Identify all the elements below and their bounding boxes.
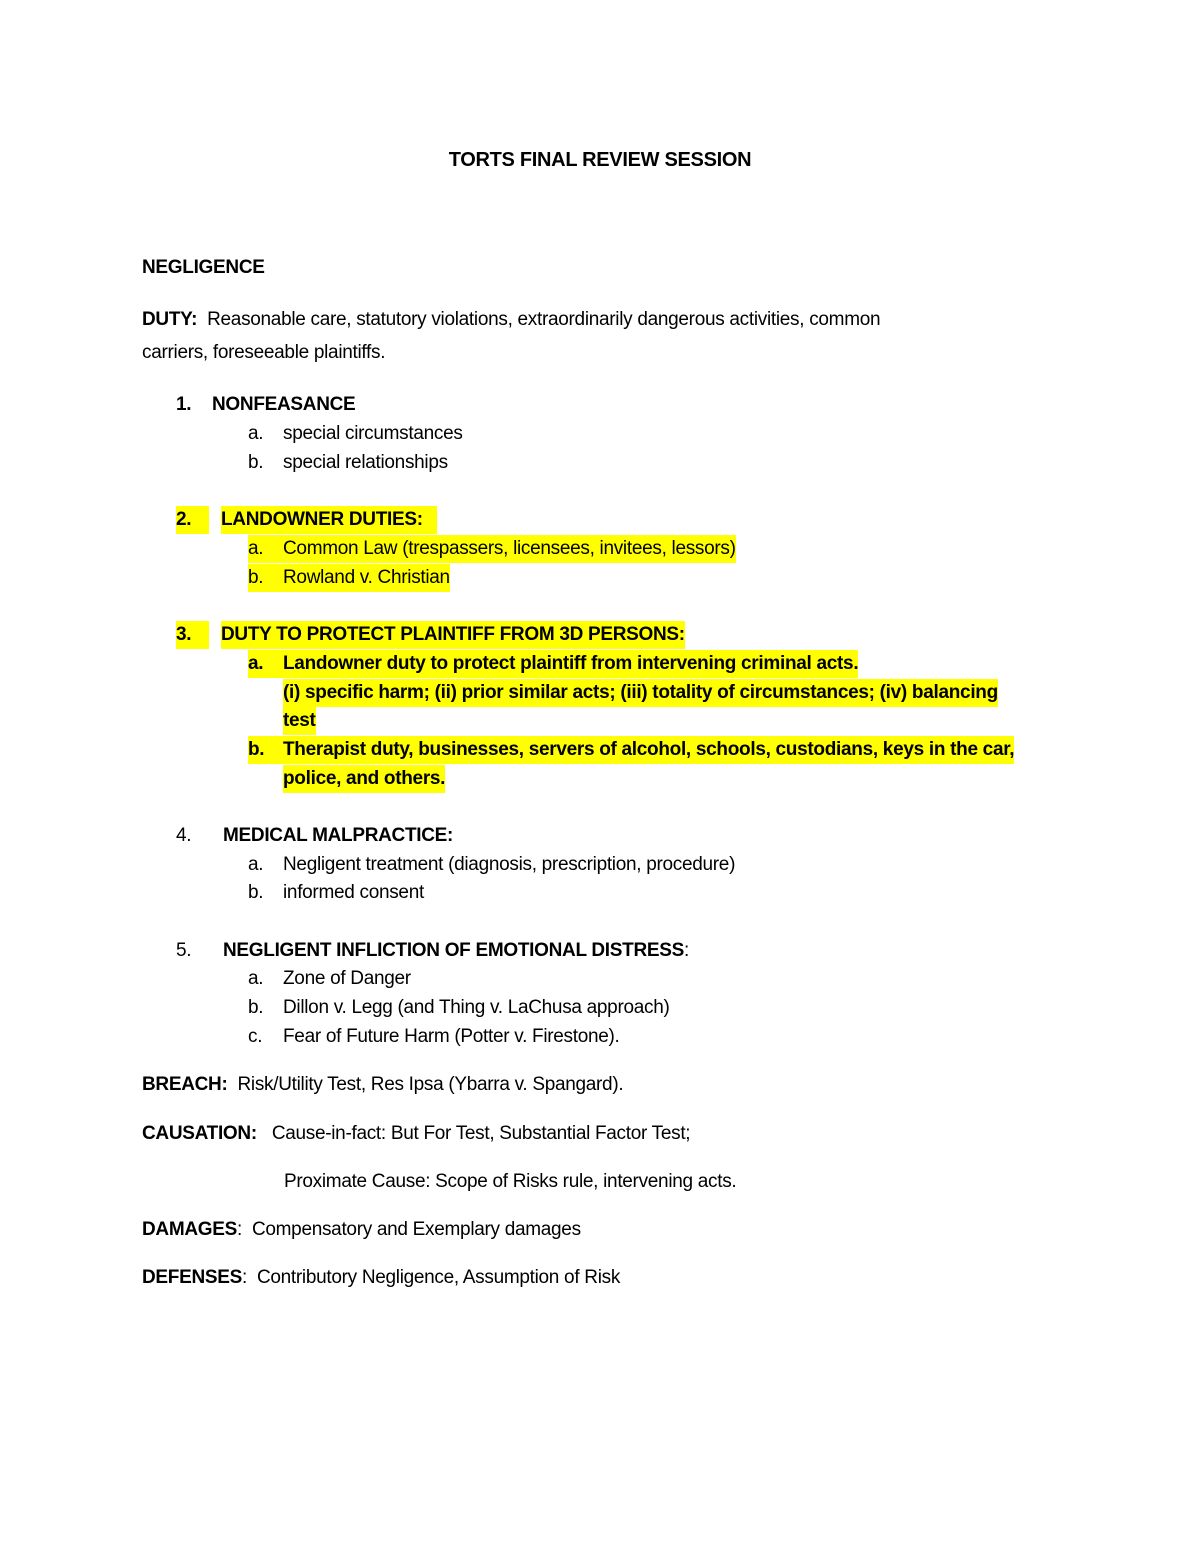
list-item-2a — [248, 535, 736, 563]
list-item-3b-text: Therapist duty, businesses, servers of alcohol, schools, custodians, keys in the car, — [283, 739, 1015, 760]
list-item-5c-letter: c. — [248, 1026, 263, 1047]
list-item-2b-text: Rowland v. Christian — [283, 567, 450, 588]
list-item-4b-text: informed consent — [283, 882, 424, 903]
list-item-3b — [248, 736, 1014, 764]
list-item-1-heading: NONFEASANCE — [212, 394, 356, 415]
list-item-3b-cont1: police, and others. — [283, 765, 445, 793]
list-item-1a-letter: a. — [248, 423, 264, 444]
list-item-4-number: 4. — [176, 825, 192, 846]
list-item-3a-cont1: (i) specific harm; (ii) prior similar acts; (iii) totality of circumstances; (iv) balancing — [283, 679, 998, 707]
list-item-3b-letter: b. — [248, 739, 265, 760]
damages-label: DAMAGES — [142, 1219, 238, 1240]
breach-label: BREACH: — [142, 1074, 228, 1095]
damages-paragraph — [142, 1216, 581, 1244]
defenses-text: Contributory Negligence, Assumption of Risk — [256, 1267, 621, 1288]
list-item-1b-letter: b. — [248, 452, 264, 473]
list-item-5-heading-line — [223, 937, 689, 965]
duty-text: Reasonable care, statutory violations, extraordinarily dangerous activities, common — [207, 309, 881, 330]
defenses-paragraph — [142, 1264, 620, 1292]
causation-paragraph-line1 — [142, 1120, 690, 1148]
causation-text-line2: Proximate Cause: Scope of Risks rule, intervening acts. — [284, 1171, 737, 1192]
list-item-2a-text: Common Law (trespassers, licensees, invitees, lessors) — [283, 538, 736, 559]
duty-paragraph-line2: carriers, foreseeable plaintiffs. — [142, 342, 386, 363]
damages-colon: : — [237, 1219, 242, 1240]
causation-label: CAUSATION: — [142, 1123, 257, 1144]
duty-label: DUTY: — [142, 309, 198, 330]
list-item-3-number: 3. — [176, 621, 209, 649]
list-item-3a — [248, 650, 858, 678]
section-heading-negligence: NEGLIGENCE — [142, 257, 265, 278]
list-item-3a-cont2: test — [283, 707, 316, 735]
list-item-5b-text: Dillon v. Legg (and Thing v. LaChusa approach) — [283, 997, 670, 1018]
breach-text: Risk/Utility Test, Res Ipsa (Ybarra v. Spangard). — [237, 1074, 624, 1095]
list-item-1a-text: special circumstances — [283, 423, 463, 444]
list-item-2-heading: LANDOWNER DUTIES: — [221, 506, 437, 534]
list-item-5-number: 5. — [176, 940, 192, 961]
list-item-2b — [248, 564, 450, 592]
damages-text: Compensatory and Exemplary damages — [251, 1219, 581, 1240]
breach-paragraph — [142, 1071, 623, 1099]
list-item-4-heading: MEDICAL MALPRACTICE: — [223, 825, 454, 846]
list-item-5a-letter: a. — [248, 968, 264, 989]
defenses-colon: : — [242, 1267, 247, 1288]
defenses-label: DEFENSES — [142, 1267, 243, 1288]
list-item-3a-letter: a. — [248, 653, 264, 674]
causation-text-line1: Cause-in-fact: But For Test, Substantial Factor Test; — [271, 1123, 691, 1144]
list-item-1b-text: special relationships — [283, 452, 448, 473]
list-item-4a-text: Negligent treatment (diagnosis, prescription, procedure) — [283, 854, 736, 875]
list-item-5b-letter: b. — [248, 997, 264, 1018]
list-item-5a-text: Zone of Danger — [283, 968, 411, 989]
list-item-3a-text: Landowner duty to protect plaintiff from intervening criminal acts. — [283, 653, 859, 674]
list-item-3-heading: DUTY TO PROTECT PLAINTIFF FROM 3D PERSONS: — [221, 621, 685, 649]
list-item-4b-letter: b. — [248, 882, 264, 903]
list-item-2a-letter: a. — [248, 538, 264, 559]
list-item-5c-text: Fear of Future Harm (Potter v. Firestone). — [283, 1026, 620, 1047]
list-item-2b-letter: b. — [248, 567, 264, 588]
list-item-5-heading: NEGLIGENT INFLICTION OF EMOTIONAL DISTRESS — [223, 940, 684, 961]
list-item-1-number: 1. — [176, 394, 192, 415]
list-item-4a-letter: a. — [248, 854, 264, 875]
duty-paragraph-line1 — [142, 306, 880, 334]
list-item-5-heading-colon: : — [684, 940, 689, 961]
document-title: TORTS FINAL REVIEW SESSION — [448, 149, 752, 171]
list-item-2-number: 2. — [176, 506, 209, 534]
